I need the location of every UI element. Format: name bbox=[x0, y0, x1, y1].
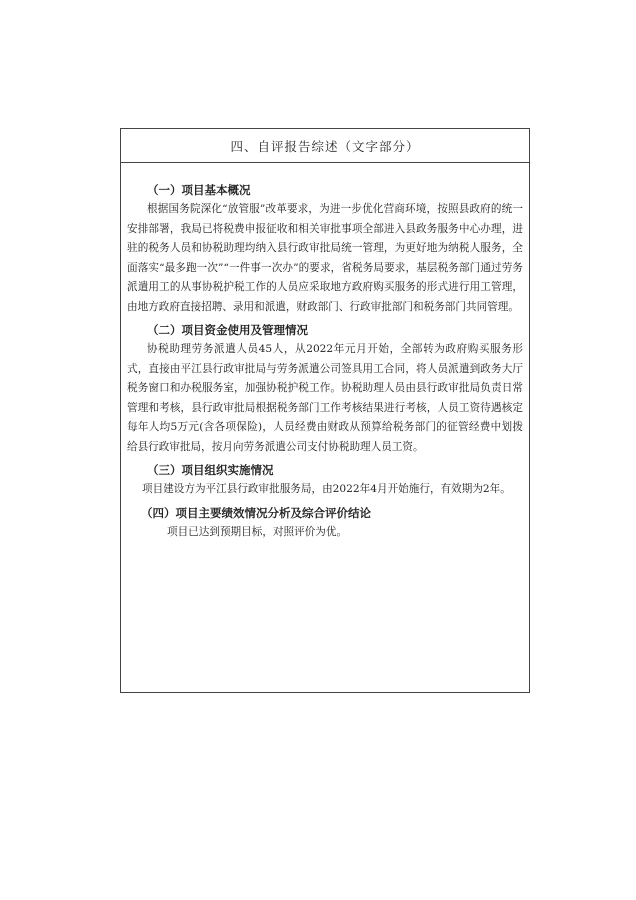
section-2-heading: （二）项目资金使用及管理情况 bbox=[147, 323, 308, 337]
page-title: 四、自评报告综述（文字部分） bbox=[230, 138, 420, 154]
section-1-body: 根据国务院深化“放管服”改革要求，为进一步优化营商环境，按照县政府的统一安排部署，我局已将税费申报征收和相关审批事项全部进入县政务服务中心办理，进驻的税务人员和协税助理均纳入县行政审批局统一管理，为更好地为纳税人服务，全面落实“最多跑一次”“一件事一次办”的要求，省税务局要求，基层税务部门通过劳务派遣用工的从事协税护税工作的人员应采取地方政府购买服务的形式进行用工管理，由地方政府直接招聘、录用和派遣，财政部门、行政审批部门和税务部门共同管理。 bbox=[127, 203, 523, 313]
section-2-body: 协税助理劳务派遣人员45人，从2022年元月开始，全部转为政府购买服务形式，直接由平江县行政审批局与劳务派遣公司签具用工合同，将人员派遣到政务大厅税务窗口和办税服务室，加强协税护税工作。协税助理人员由县行政审批局负责日常管理和考核，县行政审批局根据税务部门工作考核结果进行考核，人员工资待遇核定每年人均5万元(含各项保险)，人员经费由财政从预算给税务部门的征管经费中划拨给县行政审批局，按月向劳务派遣公司支付协税助理人员工资。 bbox=[127, 343, 523, 453]
section-4-body: 项目已达到预期目标，对照评价为优。 bbox=[167, 525, 348, 538]
section-1-heading: （一）项目基本概况 bbox=[147, 183, 251, 197]
section-3-heading: （三）项目组织实施情况 bbox=[147, 463, 274, 477]
section-4-heading: （四）项目主要绩效情况分析及综合评价结论 bbox=[141, 505, 371, 520]
report-content bbox=[127, 177, 523, 542]
title-row bbox=[121, 129, 529, 163]
section-3-body: 项目建设方为平江县行政审批服务局，由2022年4月开始施行，有效期为2年。 bbox=[142, 483, 511, 495]
report-frame bbox=[120, 128, 530, 693]
